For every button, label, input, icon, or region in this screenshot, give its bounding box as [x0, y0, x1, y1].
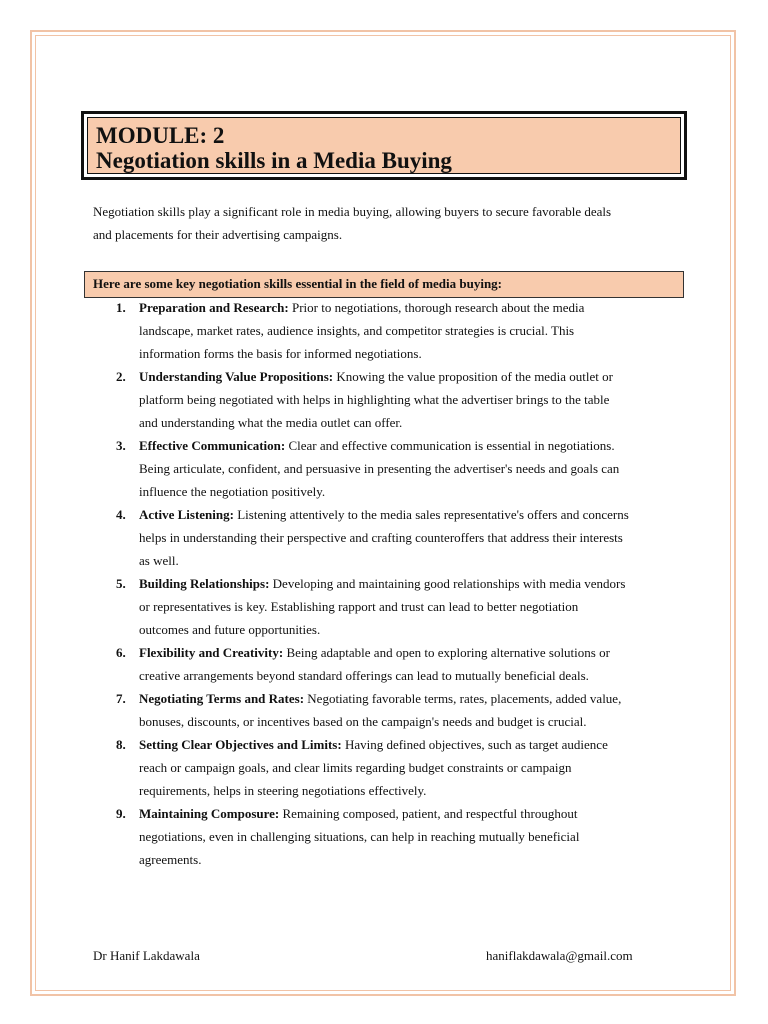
list-item-line: requirements, helps in steering negotiations effectively.	[139, 783, 427, 798]
list-item-first-text: Remaining composed, patient, and respectful throughout	[279, 806, 578, 821]
section-heading-box	[84, 271, 684, 298]
list-item-line: information forms the basis for informed negotiations.	[139, 346, 422, 361]
list-item-line: reach or campaign goals, and clear limits regarding budget constraints or campaign	[139, 760, 572, 775]
footer-author: Dr Hanif Lakdawala	[93, 948, 200, 963]
list-item-title: Active Listening:	[139, 507, 234, 522]
list-item-text	[139, 296, 684, 365]
list-item-line: bonuses, discounts, or incentives based on the campaign's needs and budget is crucial.	[139, 714, 587, 729]
list-item-line: influence the negotiation positively.	[139, 484, 326, 499]
list-item-line: landscape, market rates, audience insights, and competitor strategies is crucial. This	[139, 323, 575, 338]
list-item	[0, 802, 768, 871]
list-item-line: Being articulate, confident, and persuasive in presenting the advertiser's needs and goals can	[139, 461, 620, 476]
list-item-title: Maintaining Composure:	[139, 806, 280, 821]
list-item-title: Building Relationships:	[139, 576, 270, 591]
list-item-text	[139, 802, 684, 871]
skills-list	[0, 296, 768, 871]
list-item-text	[139, 687, 684, 733]
list-item-first-text: Negotiating favorable terms, rates, placements, added value,	[304, 691, 622, 706]
list-item-title: Flexibility and Creativity:	[139, 645, 284, 660]
intro-line: and placements for their advertising campaigns.	[93, 227, 343, 242]
list-item-text	[139, 641, 684, 687]
list-item-line	[139, 572, 684, 595]
list-item-line	[139, 641, 684, 664]
list-item	[0, 733, 768, 802]
list-item-line	[139, 733, 684, 756]
section-heading: Here are some key negotiation skills essential in the field of media buying:	[93, 276, 503, 291]
list-item	[0, 434, 768, 503]
list-item-first-text: Listening attentively to the media sales representative's offers and concerns	[233, 507, 629, 522]
list-item-line: agreements.	[139, 852, 202, 867]
list-item-line	[139, 503, 684, 526]
list-item-text	[139, 503, 684, 572]
list-item-title: Understanding Value Propositions:	[139, 369, 334, 384]
list-item-line	[139, 434, 684, 457]
list-item-line: negotiations, even in challenging situations, can help in reaching mutually beneficial	[139, 829, 580, 844]
list-item-line: creative arrangements beyond standard offerings can lead to mutually beneficial deals.	[139, 668, 589, 683]
list-item	[0, 296, 768, 365]
list-item-line	[139, 365, 684, 388]
list-item-first-text: Knowing the value proposition of the media outlet or	[333, 369, 613, 384]
list-item-line: as well.	[139, 553, 179, 568]
list-item-text	[139, 733, 684, 802]
list-item-number: 1.	[116, 300, 126, 315]
list-item-line: outcomes and future opportunities.	[139, 622, 321, 637]
list-item-line: platform being negotiated with helps in highlighting what the advertiser brings to the table	[139, 392, 610, 407]
list-item-number: 8.	[116, 737, 126, 752]
intro-paragraph	[93, 200, 693, 246]
module-title-fill	[87, 117, 681, 174]
list-item-number: 9.	[116, 806, 126, 821]
list-item	[0, 687, 768, 733]
module-number: MODULE: 2	[96, 123, 225, 148]
list-item-text	[139, 365, 684, 434]
list-item-first-text: Prior to negotiations, thorough research about the media	[288, 300, 585, 315]
list-item	[0, 365, 768, 434]
list-item-line: and understanding what the media outlet can offer.	[139, 415, 403, 430]
module-title-box	[81, 111, 687, 180]
list-item-first-text: Clear and effective communication is essential in negotiations.	[285, 438, 615, 453]
list-item-first-text: Having defined objectives, such as target audience	[341, 737, 608, 752]
list-item-text	[139, 434, 684, 503]
module-title: Negotiation skills in a Media Buying	[96, 148, 452, 173]
list-item-number: 3.	[116, 438, 126, 453]
list-item-line	[139, 802, 684, 825]
list-item-number: 7.	[116, 691, 126, 706]
list-item-line: helps in understanding their perspective and crafting counteroffers that address their interests	[139, 530, 623, 545]
list-item-text	[139, 572, 684, 641]
list-item	[0, 641, 768, 687]
list-item-first-text: Being adaptable and open to exploring alternative solutions or	[283, 645, 610, 660]
list-item-first-text: Developing and maintaining good relationships with media vendors	[269, 576, 626, 591]
list-item-title: Effective Communication:	[139, 438, 286, 453]
list-item-title: Preparation and Research:	[139, 300, 289, 315]
list-item-line	[139, 296, 684, 319]
list-item-line: or representatives is key. Establishing rapport and trust can lead to better negotiation	[139, 599, 579, 614]
list-item-number: 6.	[116, 645, 126, 660]
intro-line: Negotiation skills play a significant role in media buying, allowing buyers to secure favorable deals	[93, 204, 612, 219]
list-item-line	[139, 687, 684, 710]
list-item	[0, 572, 768, 641]
footer-email: haniflakdawala@gmail.com	[486, 948, 633, 963]
list-item	[0, 503, 768, 572]
list-item-number: 4.	[116, 507, 126, 522]
list-item-number: 5.	[116, 576, 126, 591]
list-item-title: Setting Clear Objectives and Limits:	[139, 737, 342, 752]
list-item-number: 2.	[116, 369, 126, 384]
list-item-title: Negotiating Terms and Rates:	[139, 691, 305, 706]
